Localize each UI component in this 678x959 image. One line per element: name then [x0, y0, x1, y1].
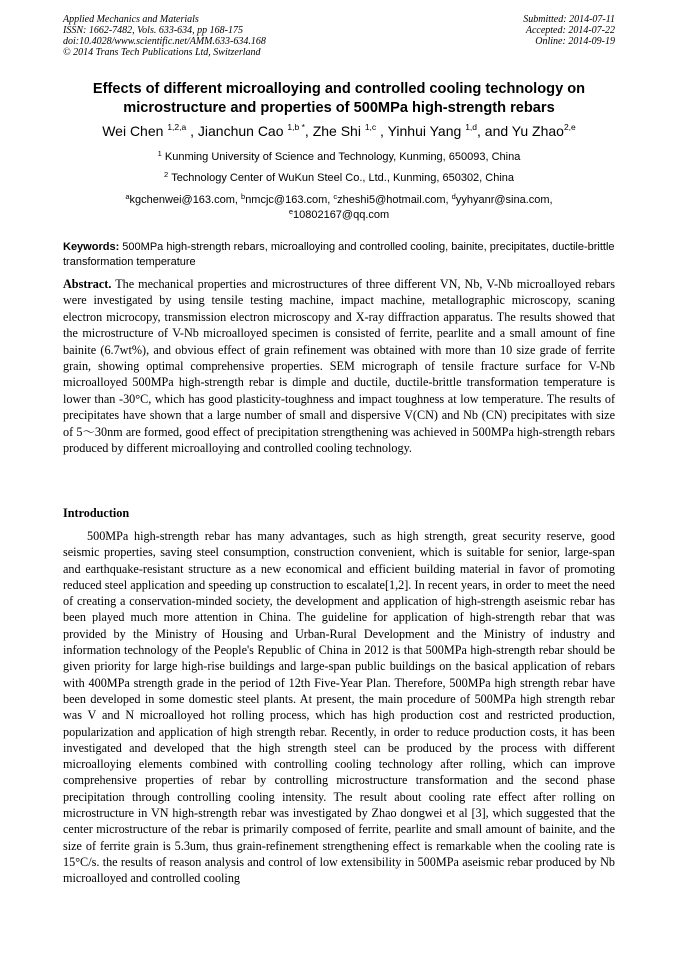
- affiliation-text: Technology Center of WuKun Steel Co., Ltd., Kunming, 650302, China: [171, 172, 515, 184]
- email-address[interactable]: zheshi5@hotmail.com: [337, 194, 446, 206]
- introduction-paragraph: 500MPa high-strength rebar has many advantages, such as high strength, great security reserve, good seismic properties, saving steel consumption, construction convenient, which is suitable for senior, large-span and earthquake-resistant structure as a new economical and efficient building material in favor of promoting reduced steel application and speeding up construction to escalate[1,2]. In recent years, in order to meet the need of creating a conservation-minded society, the development and application of high-strength aseismic rebar has been played much more attention in China. The guideline for application of high-strength rebar that was provided by the Ministry of Housing and Urban-Rural Development and the Ministry of industry and information technology of the People's Republic of China in 2012 is that 500MPa high-strength rebar should be given priority for large high-rise buildings and large-span public buildings on the basical application of rebars with 400MPa strength grade in the period of 12th Five-Year Plan. Therefore, 500MPa high strength rebar have been developed in some domestic steel plants. At present, the main procedure of 500MPa high strength rebar was V and N microalloyed hot rolling process, which has high production cost and restricted production, popularization and application of high strength rebar. Recently, in order to reduce production costs, it has been investigated and developed that the high strength steel can be produced by the process with different microalloying elements combined with controlling cooling technology after rolling, which can improve comprehensive properties of rebar by controlling microstructure transformation and the second phase precipitation through controlling cooling intensity. The result about cooling rate effect after rolling on microstructure in VN high-strength rebar was investigated by Zhao dongwei et al [3], which suggested that the center microstructure of the rebar is primarily composed of ferrite, pearlite and small amount of bainite, and the size of ferrite grain is 5.3um, thus grain-refinement strengthening effect is remarkable when the cooling rate is 15°C/s. the results of reason analysis and control of low extensibility in 500MPa aseismic rebar produced by Nb microalloyed and controlled cooling: [63, 529, 615, 886]
- affiliation-number: 1: [157, 149, 162, 158]
- affiliation: [30, 150, 648, 164]
- email-separator: ,: [327, 194, 334, 206]
- section-heading-introduction: Introduction: [63, 506, 130, 520]
- email-address[interactable]: nmcjc@163.com: [245, 194, 328, 206]
- abstract: [63, 276, 615, 456]
- email-separator: ,: [234, 194, 242, 206]
- keywords-label: Keywords:: [63, 241, 120, 253]
- email-separator: ,: [549, 194, 553, 206]
- publication-dates: [523, 14, 615, 47]
- author-affiliation-mark: 1,2,a: [167, 122, 187, 132]
- email-separator: ,: [445, 194, 452, 206]
- email-address[interactable]: kgchenwei@163.com: [129, 194, 235, 206]
- keywords: [63, 240, 615, 270]
- issn-line: ISSN: 1662-7482, Vols. 633-634, pp 168-175: [63, 25, 243, 36]
- author-name: Zhe Shi: [312, 123, 361, 139]
- email-mark: b: [241, 192, 246, 201]
- paper-title: Effects of different microalloying and controlled cooling technology on microstructure and properties of 500MPa high-strength rebars: [92, 81, 586, 116]
- accepted-date: Accepted: 2014-07-22: [525, 25, 615, 36]
- affiliation: [30, 171, 648, 185]
- author-affiliation-mark: 1,d: [465, 122, 478, 132]
- author-separator: ,: [304, 123, 313, 139]
- email-mark: c: [333, 192, 338, 201]
- submitted-date: Submitted: 2014-07-11: [523, 14, 615, 25]
- author-name: Yinhui Yang: [387, 123, 462, 139]
- email-mark: a: [125, 192, 130, 201]
- abstract-text: The mechanical properties and microstructures of three different VN, Nb, V-Nb microalloyed rebars were investigated by using tensile testing machine, impact machine, metallographic microscopy, scaning electron microcopy, transmission electron microscopy and X-ray diffraction apparatus. The results showed that the microstructure of V-Nb microalloyed specimen is consisted of ferrite, pearlite and a small amount of fine bainite (6.7wt%), and obvious effect of grain refinement was obtained with more than 10 size grade of ferrite grain, showing optimal comprehensive properties. SEM micrograph of tensile fracture surface for V-Nb microalloyed 500MPa high-strength rebar is dimple and ductile, ductile-brittle transformation temperature is lower than -30°C, which has good plasticity-toughness and impact toughness at low temperature. The results of precipitates have shown that a large number of small and dispersive V(CN) and Nb (CN) precipitates with size of 5～30nm are formed, good effect of precipitation strengthening was achieved in 500MPa high-strength rebars produced by different microalloying and controlled cooling technology.: [63, 277, 615, 456]
- author-name: Yu Zhao: [511, 123, 564, 139]
- affiliation-number: 2: [163, 170, 169, 179]
- author-name: Jianchun Cao: [197, 123, 284, 139]
- author-separator: ,: [186, 123, 198, 139]
- email-mark: e: [288, 207, 293, 216]
- author-separator: ,: [376, 123, 388, 139]
- author-affiliation-mark: 1,c: [364, 122, 377, 132]
- email-list: [60, 193, 618, 223]
- author-affiliation-mark: 2,e: [563, 122, 576, 132]
- affiliation-text: Kunming University of Science and Technology, Kunming, 650093, China: [164, 151, 521, 163]
- journal-info: [63, 14, 266, 58]
- doi-line: doi:10.4028/www.scientific.net/AMM.633-634.168: [63, 36, 266, 47]
- email-address[interactable]: yyhyanr@sina.com: [455, 194, 550, 206]
- email-mark: d: [451, 192, 456, 201]
- author-separator: , and: [477, 123, 512, 139]
- journal-name: Applied Mechanics and Materials: [63, 14, 199, 25]
- copyright-line: © 2014 Trans Tech Publications Ltd, Switzerland: [63, 47, 261, 58]
- author-affiliation-mark: 1,b *: [287, 122, 305, 132]
- abstract-label: Abstract.: [63, 277, 112, 291]
- email-address[interactable]: 10802167@qq.com: [292, 209, 390, 221]
- author-name: Wei Chen: [102, 123, 164, 139]
- author-list: [30, 122, 648, 140]
- online-date: Online: 2014-09-19: [535, 36, 615, 47]
- keywords-text: 500MPa high-strength rebars, microalloying and controlled cooling, bainite, precipitates, ductile-brittle transformation temperature: [63, 241, 615, 268]
